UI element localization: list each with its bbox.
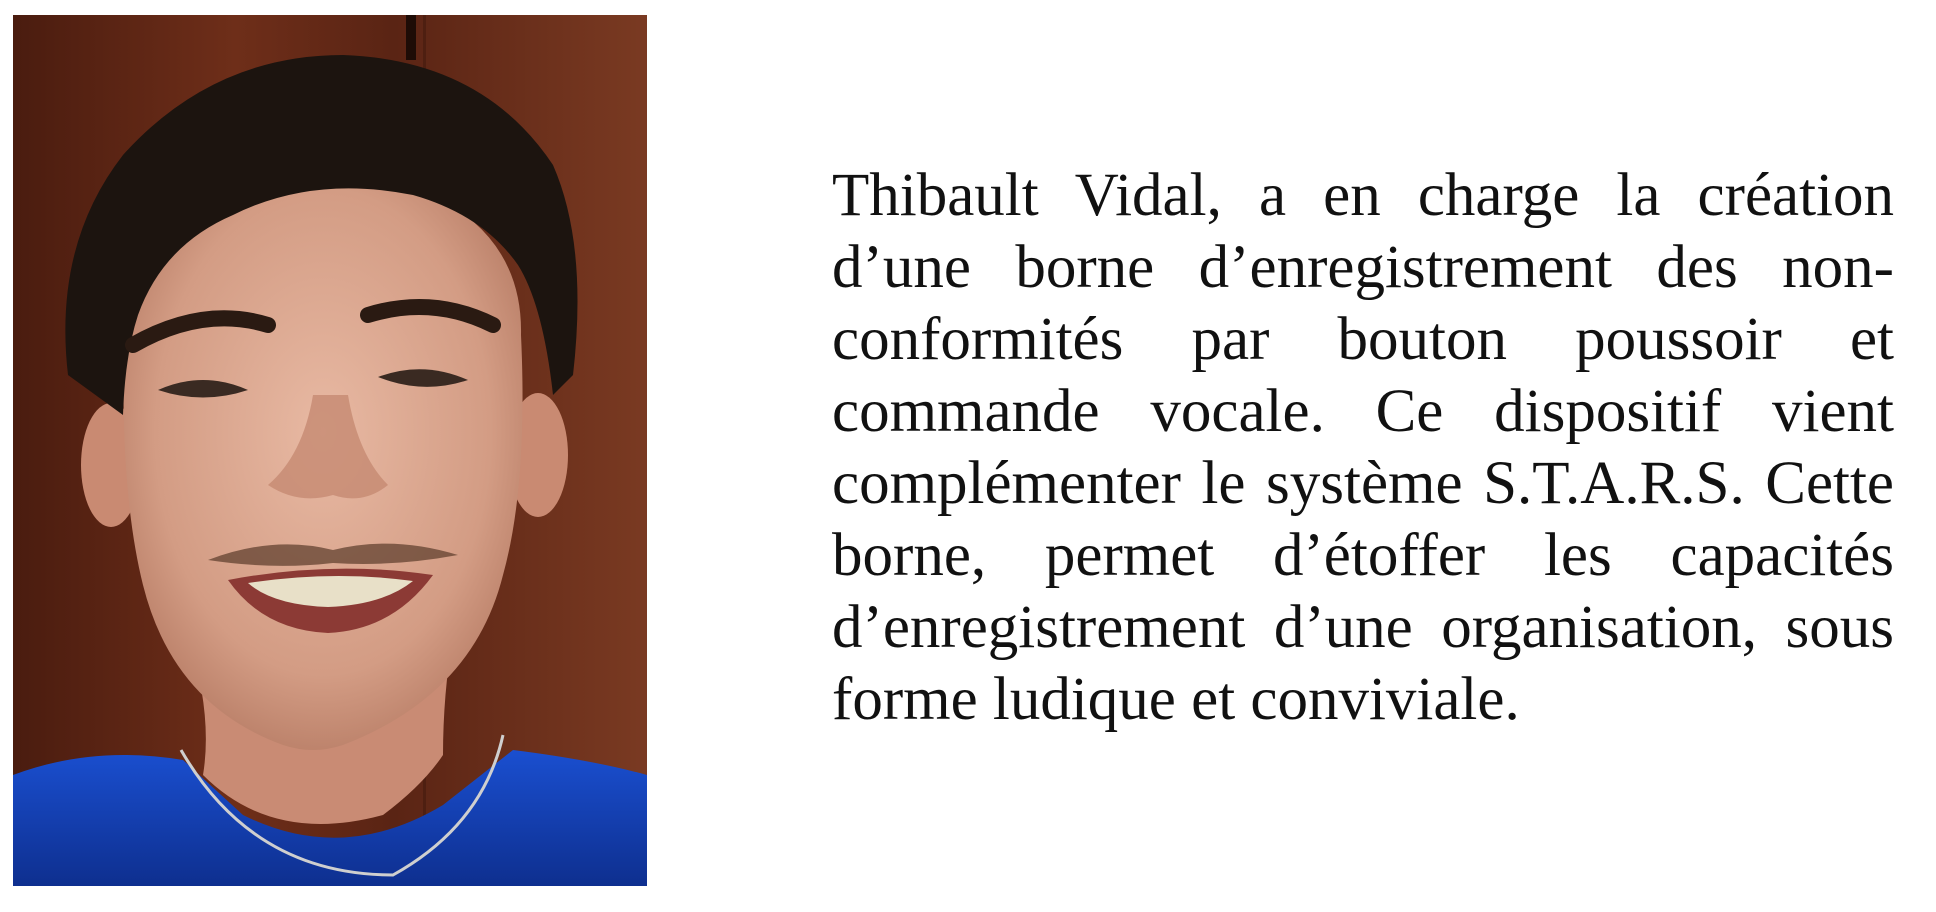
portrait-photo: [13, 15, 647, 886]
bio-paragraph: Thibault Vidal, a en charge la création d’une borne d’enregistrement des non-conformités par bouton poussoir et commande vocale. Ce dispositif vient complémenter le système S.T.A.R.S. Cette borne, permet d’étoffer les capacités d’enregistrement d’une organisation, sous forme ludique et conviviale.: [832, 162, 1894, 733]
